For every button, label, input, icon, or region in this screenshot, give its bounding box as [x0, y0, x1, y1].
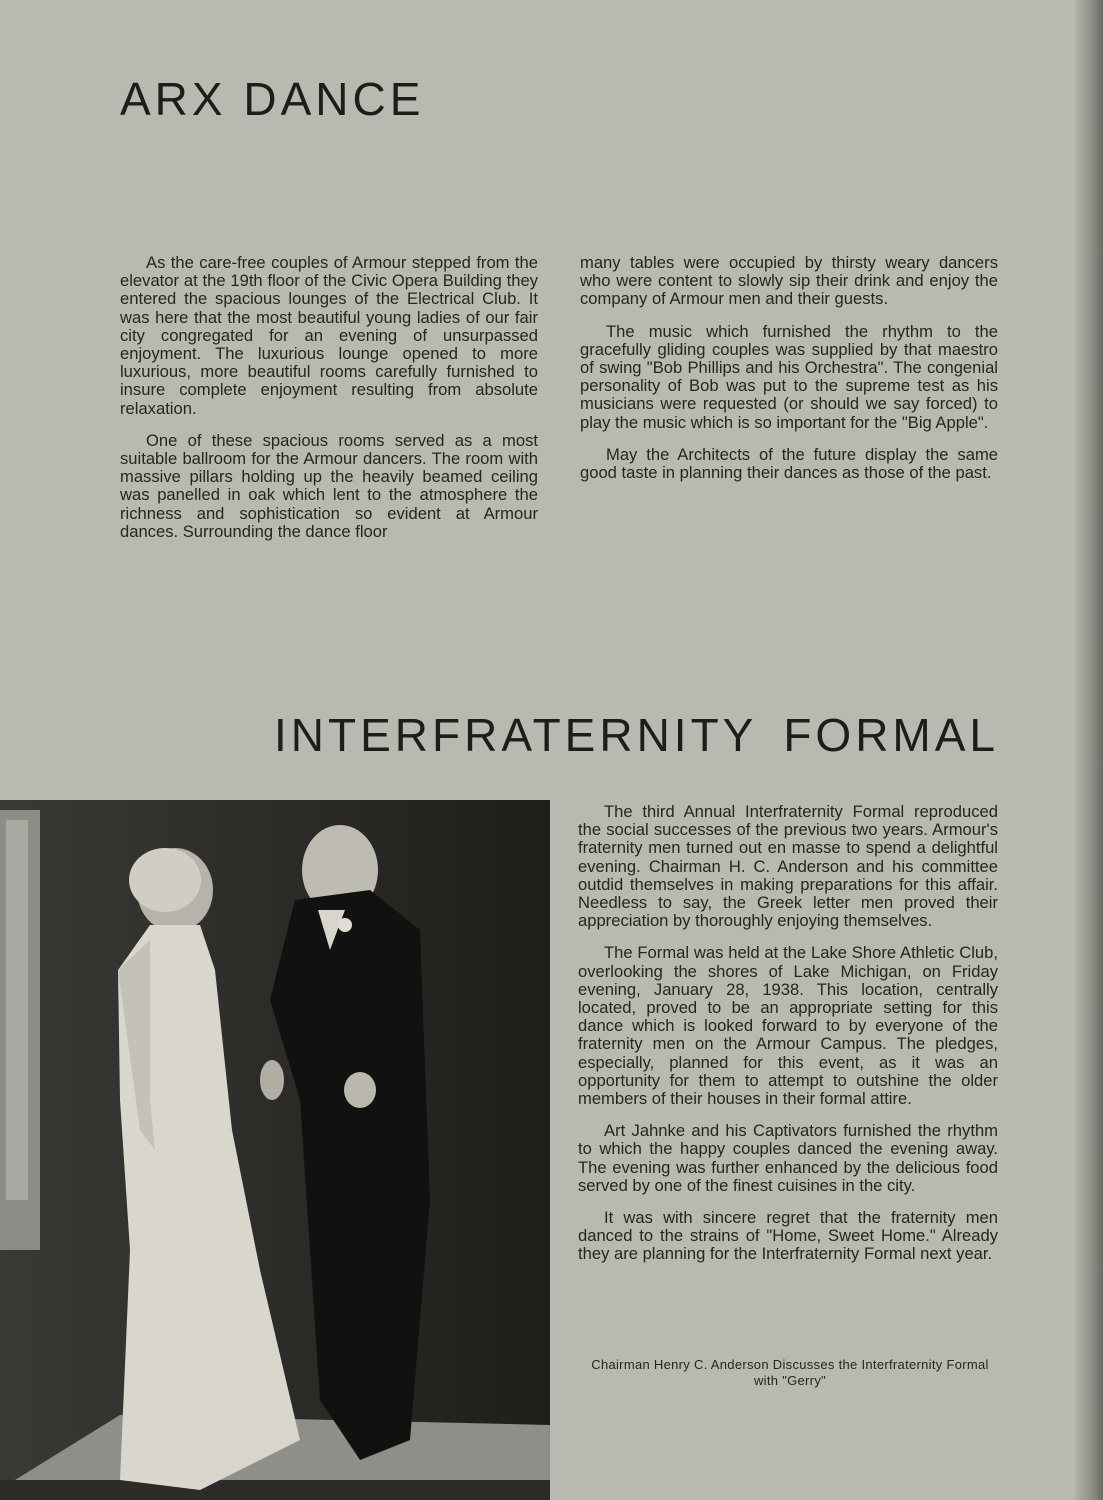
paragraph: As the care-free couples of Armour stepped from the elevator at the 19th floor of the Civic Opera Building they entered the spacious lounges of the Electrical Club. It was here that the most beautiful young ladies of our fair city congregated for an evening of unsurpassed enjoyment. The luxurious lounge opened to more luxurious, more beautiful rooms carefully furnished to insure complete enjoyment resulting from absolute relaxation.	[120, 253, 538, 418]
photo-caption: Chairman Henry C. Anderson Discusses the Interfraternity Formal with "Gerry"	[591, 1357, 989, 1388]
paragraph: The third Annual Interfraternity Formal reproduced the social successes of the previous two years. Armour's fraternity men turned out en masse to spend a delightful evening. Chairman H. C. Anderson and his committee outdid themselves in making preparations for this affair. Needless to say, the Greek letter men proved their appreciation by thoroughly enjoying themselves.	[578, 802, 998, 931]
page-edge	[1075, 0, 1103, 1500]
paragraph: The Formal was held at the Lake Shore Athletic Club, overlooking the shores of Lake Michigan, on Friday evening, January 28, 1938. This location, centrally located, proved to be an appropriate setting for this dance which is looked forward to by everyone of the fraternity men on the Armour Campus. The pledges, especially, planned for this event, as it was an opportunity for them to attempt to outshine the older members of their houses in their formal attire.	[578, 943, 998, 1109]
paragraph: May the Architects of the future display the same good taste in planning their dances as those of the past.	[580, 444, 998, 483]
interfraternity-formal-text	[578, 803, 998, 1278]
arx-dance-heading: ARX DANCE	[120, 73, 425, 125]
arx-dance-column-right	[580, 254, 998, 496]
arx-dance-column-left	[120, 254, 538, 555]
paragraph: Art Jahnke and his Captivators furnished the rhythm to which the happy couples danced the evening away. The evening was further enhanced by the delicious food served by one of the finest cuisines in the city.	[578, 1121, 998, 1195]
paragraph: One of these spacious rooms served as a most suitable ballroom for the Armour dancers. The room with massive pillars holding up the heavily beamed ceiling was panelled in oak which lent to the atmosphere the richness and sophistication so evident at Armour dances. Surrounding the dance floor	[120, 430, 538, 541]
paragraph: The music which furnished the rhythm to the gracefully gliding couples was supplied by that maestro of swing "Bob Phillips and his Orchestra". The congenial personality of Bob was put to the supreme test as his musicians were requested (or should we say forced) to play the music which is so important for the "Big Apple".	[580, 321, 998, 432]
paragraph: It was with sincere regret that the fraternity men danced to the strains of "Home, Sweet Home." Already they are planning for the Interfraternity Formal next year.	[578, 1208, 998, 1264]
paragraph: many tables were occupied by thirsty weary dancers who were content to slowly sip their drink and enjoy the company of Armour men and their guests.	[580, 253, 998, 309]
interfraternity-formal-heading: INTERFRATERNITY FORMAL	[274, 709, 999, 761]
couple-photo	[0, 800, 550, 1500]
